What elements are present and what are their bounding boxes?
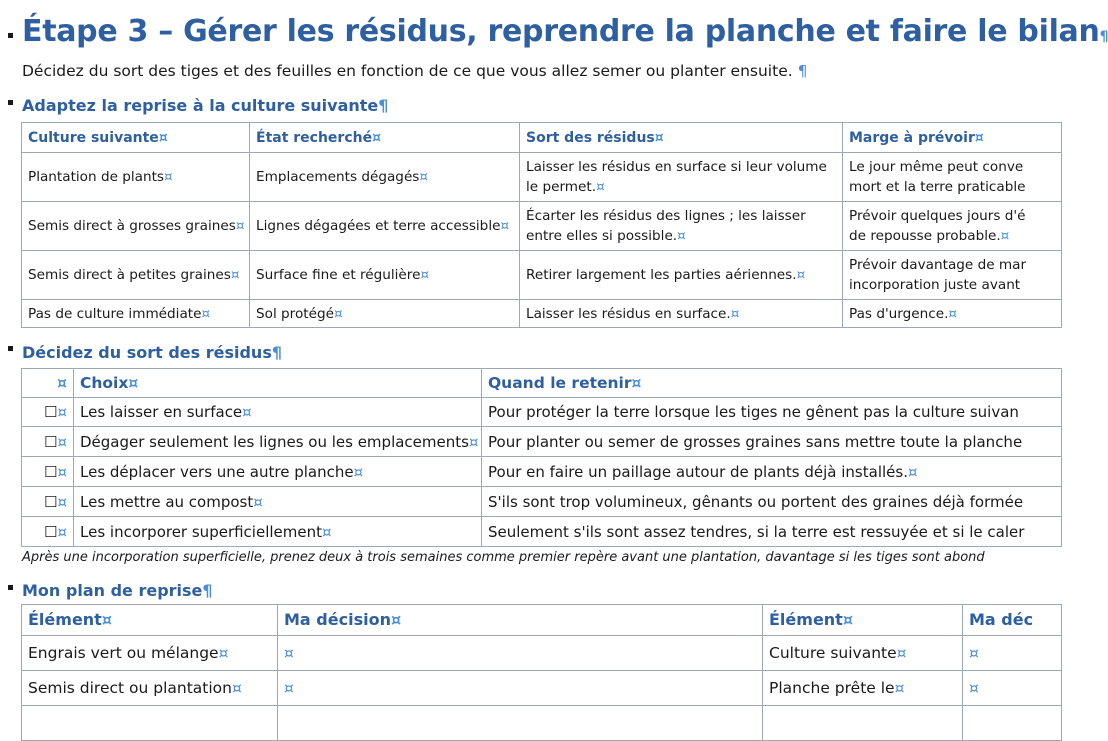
option-checkbox[interactable]: ☐¤	[22, 427, 74, 457]
table-cell: Pas de culture immédiate¤	[22, 300, 250, 328]
column-header: Élément¤	[22, 605, 278, 636]
option-checkbox[interactable]: ☐¤	[22, 517, 74, 547]
column-header: État recherché¤	[250, 123, 520, 153]
column-header: Élément¤	[763, 605, 963, 636]
page-title: Étape 3 – Gérer les résidus, reprendre la planche et faire le bilan¶	[22, 14, 1108, 49]
table-cell: Le jour même peut conve mort et la terre praticable	[843, 153, 1062, 202]
heading-bullet	[8, 100, 13, 105]
decision-cell[interactable]: ¤	[278, 636, 763, 671]
table-cell: Les déplacer vers une autre planche¤	[74, 457, 482, 487]
table-cell: Semis direct à grosses graines¤	[22, 202, 250, 251]
table-header-row	[22, 605, 1062, 636]
table-cell: Prévoir davantage de mar incorporation juste avant	[843, 251, 1062, 300]
column-header: Culture suivante¤	[22, 123, 250, 153]
table-cell: Les mettre au compost¤	[74, 487, 482, 517]
table-cell: Lignes dégagées et terre accessible¤	[250, 202, 520, 251]
reprise-plan-table	[21, 604, 1062, 741]
table-row	[22, 202, 1062, 251]
table-cell: Pour planter ou semer de grosses graines sans mettre toute la planche	[482, 427, 1062, 457]
culture-table	[21, 122, 1062, 328]
table-cell: Laisser les résidus en surface si leur volume le permet.¤	[520, 153, 843, 202]
table-row	[22, 153, 1062, 202]
column-header: Marge à prévoir¤	[843, 123, 1062, 153]
column-header: Choix¤	[74, 369, 482, 398]
decision-cell[interactable]: ¤	[963, 636, 1062, 671]
decision-cell[interactable]	[278, 706, 763, 741]
table-header-row	[22, 123, 1062, 153]
table-cell: Surface fine et régulière¤	[250, 251, 520, 300]
table-cell: Dégager seulement les lignes ou les emplacements¤	[74, 427, 482, 457]
table-cell: Seulement s'ils sont assez tendres, si la terre est ressuyée et si le caler	[482, 517, 1062, 547]
decision-cell[interactable]	[963, 706, 1062, 741]
option-checkbox[interactable]: ☐¤	[22, 487, 74, 517]
table-cell: Emplacements dégagés¤	[250, 153, 520, 202]
table-cell: Semis direct à petites graines¤	[22, 251, 250, 300]
table-row	[22, 251, 1062, 300]
table-row	[22, 300, 1062, 328]
table-row	[22, 487, 1062, 517]
column-header: Ma déc	[963, 605, 1062, 636]
section-heading-plan: Mon plan de reprise¶	[22, 581, 213, 600]
table-row	[22, 517, 1062, 547]
table-cell: Semis direct ou plantation¤	[22, 671, 278, 706]
table-cell: S'ils sont trop volumineux, gênants ou portent des graines déjà formée	[482, 487, 1062, 517]
section-heading-residus: Décidez du sort des résidus¶	[22, 343, 283, 362]
table-cell: Pas d'urgence.¤	[843, 300, 1062, 328]
heading-bullet	[8, 346, 13, 351]
table-cell: Prévoir quelques jours d'é de repousse probable.¤	[843, 202, 1062, 251]
residus-choice-table	[21, 368, 1062, 547]
table-cell: Pour protéger la terre lorsque les tiges ne gênent pas la culture suivan	[482, 398, 1062, 427]
section-heading-culture: Adaptez la reprise à la culture suivante¶	[22, 96, 389, 115]
decision-cell[interactable]: ¤	[278, 671, 763, 706]
table-cell: Retirer largement les parties aériennes.¤	[520, 251, 843, 300]
option-checkbox[interactable]: ☐¤	[22, 398, 74, 427]
table-cell: Engrais vert ou mélange¤	[22, 636, 278, 671]
table-row	[22, 706, 1062, 741]
table-row	[22, 636, 1062, 671]
table-cell: Les laisser en surface¤	[74, 398, 482, 427]
decision-cell[interactable]: ¤	[963, 671, 1062, 706]
heading-bullet	[8, 33, 13, 38]
table-cell: Planche prête le¤	[763, 671, 963, 706]
incorporation-note: Après une incorporation superficielle, prenez deux à trois semaines comme premier repère avant une plantation, davantage si les tiges sont abond	[22, 550, 985, 565]
table-cell: Pour en faire un paillage autour de plants déjà installés.¤	[482, 457, 1062, 487]
table-row	[22, 671, 1062, 706]
column-header: Ma décision¤	[278, 605, 763, 636]
option-checkbox[interactable]: ☐¤	[22, 457, 74, 487]
table-row	[22, 457, 1062, 487]
heading-bullet	[8, 585, 13, 590]
table-header-row	[22, 369, 1062, 398]
table-row	[22, 427, 1062, 457]
table-cell: Sol protégé¤	[250, 300, 520, 328]
column-header: Sort des résidus¤	[520, 123, 843, 153]
table-cell: Plantation de plants¤	[22, 153, 250, 202]
table-row	[22, 398, 1062, 427]
table-cell: Culture suivante¤	[763, 636, 963, 671]
intro-paragraph: Décidez du sort des tiges et des feuilles en fonction de ce que vous allez semer ou planter ensuite. ¶	[22, 62, 808, 80]
table-cell: Les incorporer superficiellement¤	[74, 517, 482, 547]
table-cell	[22, 706, 278, 741]
table-cell: Écarter les résidus des lignes ; les laisser entre elles si possible.¤	[520, 202, 843, 251]
table-cell	[763, 706, 963, 741]
column-header: ¤	[22, 369, 74, 398]
column-header: Quand le retenir¤	[482, 369, 1062, 398]
table-cell: Laisser les résidus en surface.¤	[520, 300, 843, 328]
